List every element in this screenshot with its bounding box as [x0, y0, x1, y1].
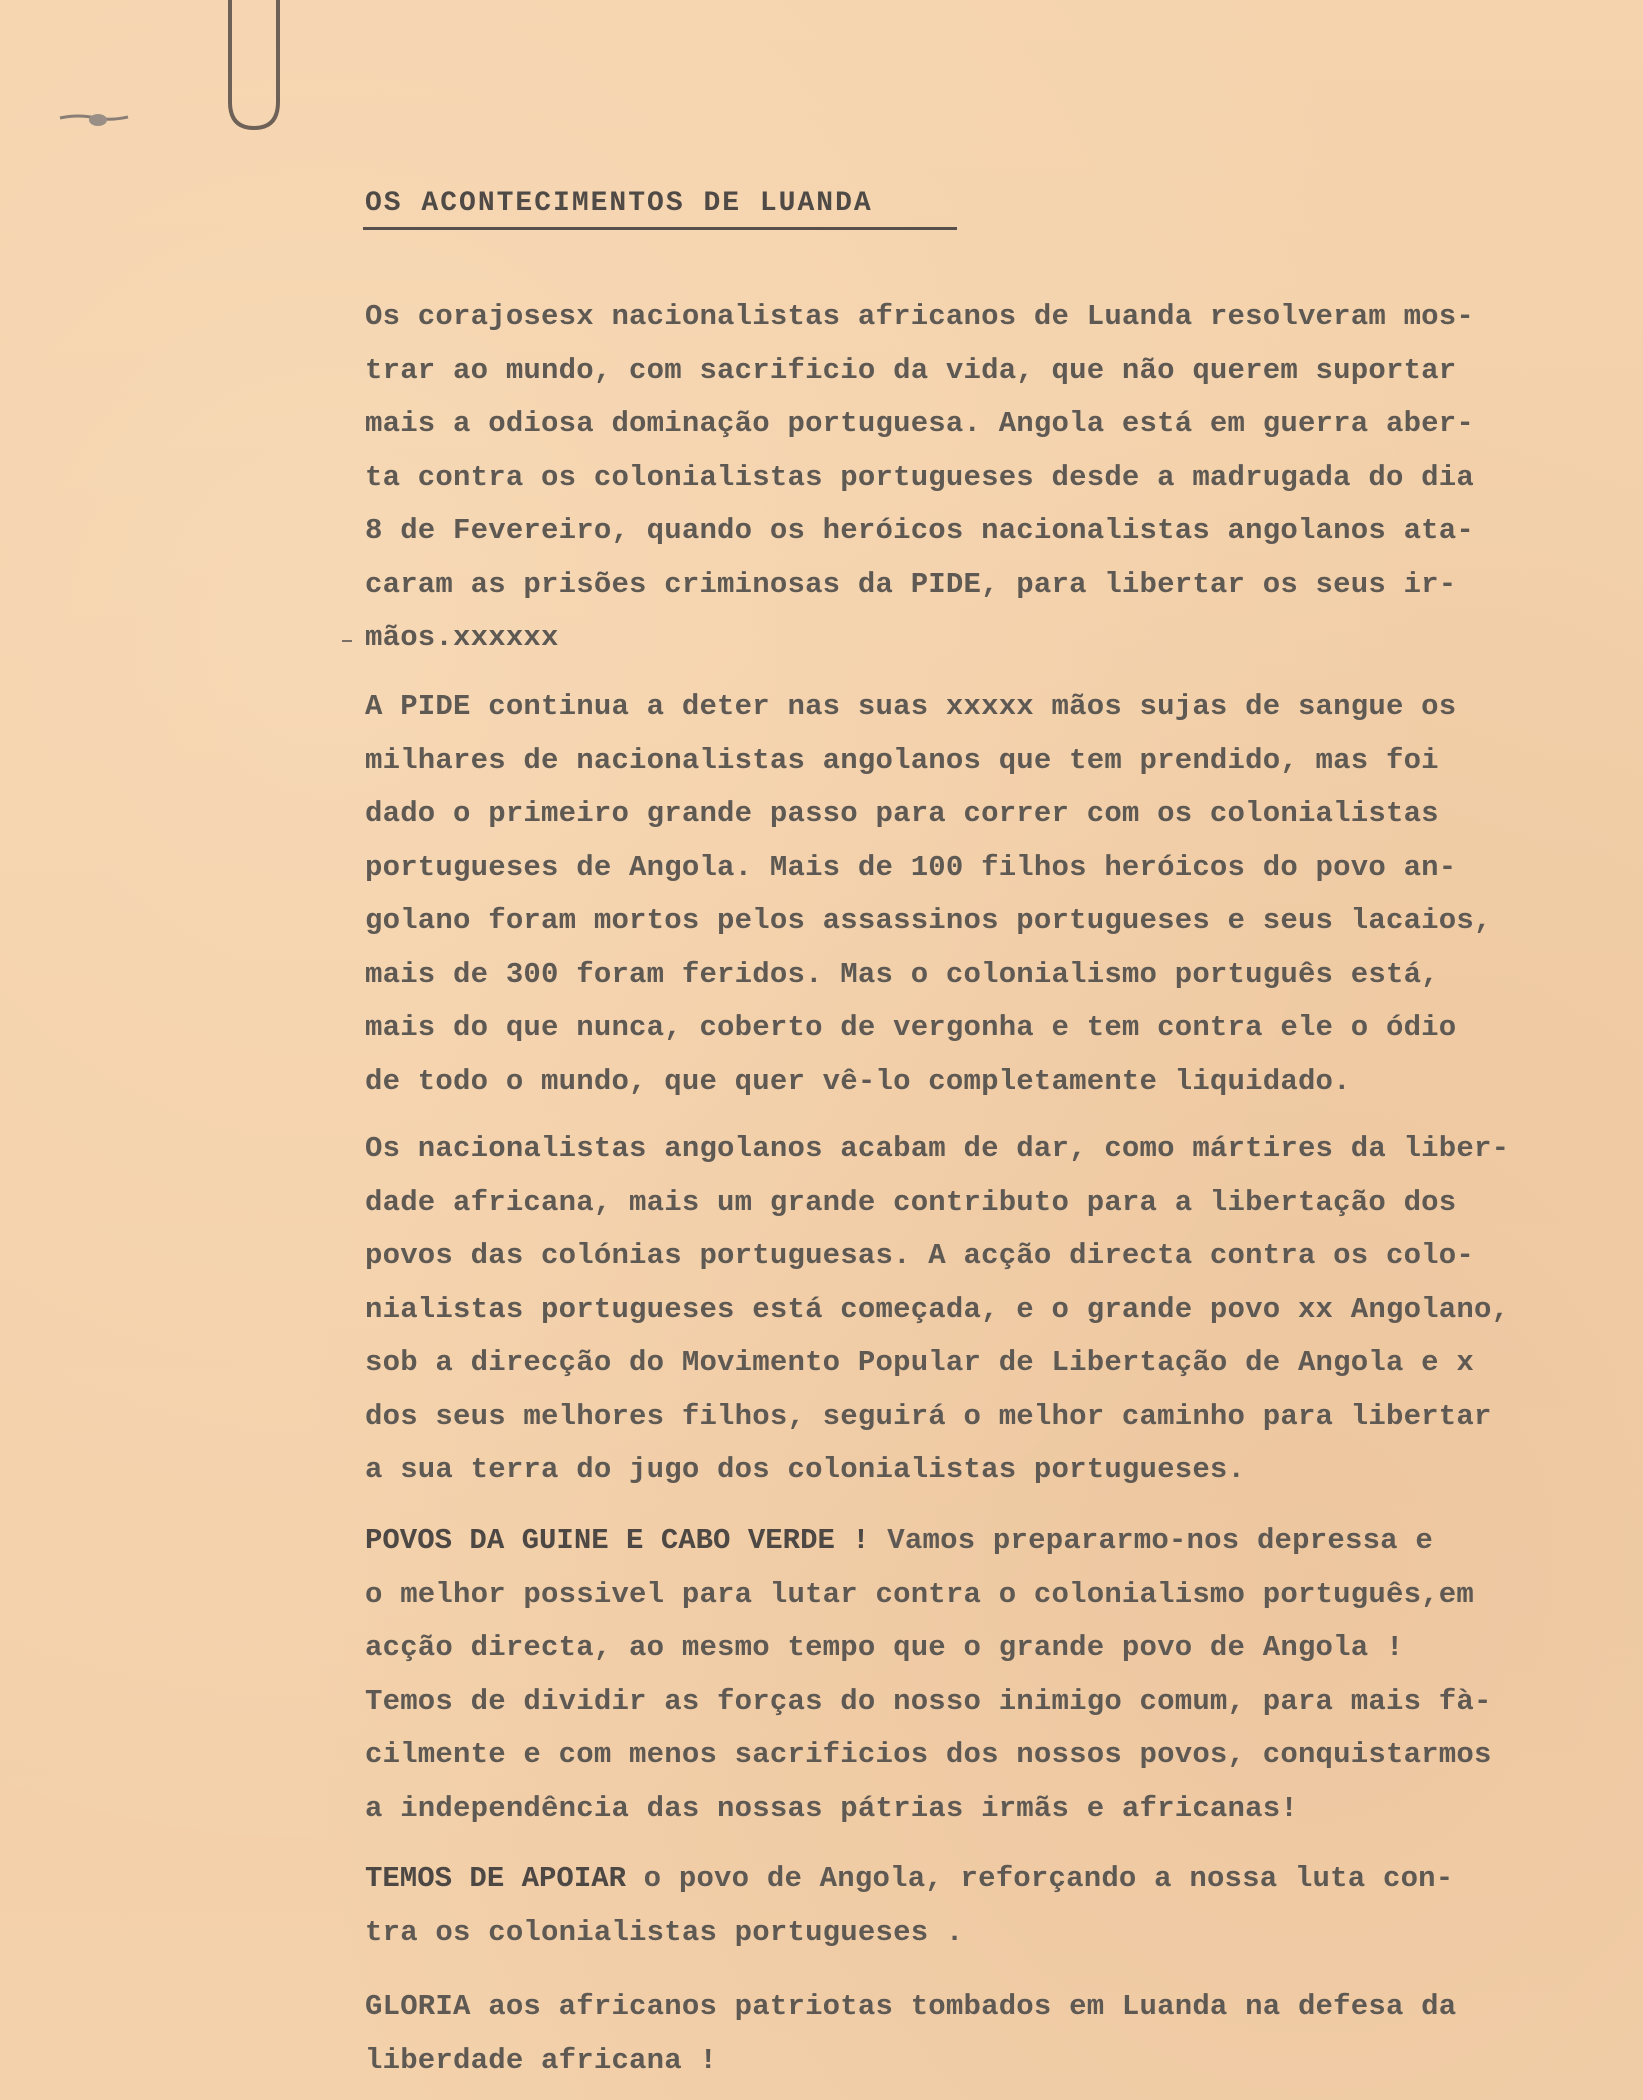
text-line: Temos de dividir as forças do nosso inimigo comum, para mais fà-	[365, 1684, 1492, 1718]
text-line: GLORIA aos africanos patriotas tombados em Luanda na defesa da	[365, 1990, 1457, 2023]
text-line: ta contra os colonialistas portugueses desde a madrugada do dia	[365, 460, 1474, 494]
paragraph-4	[365, 1514, 1620, 1835]
text-line: povos das colónias portuguesas. A acção directa contra os colo-	[365, 1239, 1474, 1272]
text-line: dade africana, mais um grande contributo para a libertação dos	[365, 1185, 1457, 1219]
text-line: a independência das nossas pátrias irmãs e africanas!	[365, 1791, 1298, 1825]
text-line: Os corajosesx nacionalistas africanos de Luanda resolveram mos-	[365, 300, 1474, 333]
text-line	[365, 1852, 1620, 1906]
text-line: a sua terra do jugo dos colonialistas portugueses.	[365, 1453, 1246, 1486]
text-line: trar ao mundo, com sacrificio da vida, que não querem suportar	[365, 353, 1457, 387]
paperclip-icon	[222, 0, 282, 140]
text-line: o melhor possivel para lutar contra o colonialismo português,em	[365, 1577, 1474, 1611]
text-line: acção directa, ao mesmo tempo que o grande povo de Angola !	[365, 1631, 1404, 1664]
paragraph-lead: TEMOS DE APOIAR	[365, 1862, 627, 1895]
text-line: milhares de nacionalistas angolanos que tem prendido, mas foi	[365, 743, 1439, 777]
text-line	[365, 1514, 1620, 1568]
paragraph-1	[365, 290, 1620, 665]
paragraph-2	[365, 680, 1620, 1108]
text-line: portugueses de Angola. Mais de 100 filhos heróicos do povo an-	[365, 850, 1457, 884]
text-line: Os nacionalistas angolanos acabam de dar, como mártires da liber-	[365, 1132, 1510, 1165]
text-line: dado o primeiro grande passo para correr com os colonialistas	[365, 797, 1439, 830]
page-title: OS ACONTECIMENTOS DE LUANDA	[365, 188, 873, 219]
text-line-rest: Vamos prepararmo-nos depressa e	[869, 1524, 1433, 1557]
paragraph-3	[365, 1122, 1620, 1497]
stray-ink-mark	[342, 640, 352, 642]
paragraph-6	[365, 1980, 1620, 2087]
text-line: dos seus melhores filhos, seguirá o melhor caminho para libertar	[365, 1399, 1492, 1433]
text-line: liberdade africana !	[365, 2043, 718, 2077]
text-line: nialistas portugueses está começada, e o grande povo xx Angolano,	[365, 1292, 1510, 1326]
text-line: mais de 300 foram feridos. Mas o colonialismo português está,	[365, 957, 1439, 991]
text-line: cilmente e com menos sacrificios dos nossos povos, conquistarmos	[365, 1738, 1492, 1771]
text-line: tra os colonialistas portugueses .	[365, 1915, 964, 1949]
text-line: caram as prisões criminosas da PIDE, para libertar os seus ir-	[365, 567, 1457, 601]
typewritten-page	[365, 0, 1625, 2100]
title-underline	[363, 227, 957, 230]
ink-mark-icon	[58, 106, 130, 130]
paragraph-5	[365, 1852, 1620, 1959]
text-line: A PIDE continua a deter nas suas xxxxx mãos sujas de sangue os	[365, 690, 1457, 723]
text-line: de todo o mundo, que quer vê-lo completamente liquidado.	[365, 1064, 1351, 1098]
paragraph-lead: POVOS DA GUINE E CABO VERDE !	[365, 1524, 870, 1557]
text-line: mãos.xxxxxx	[365, 621, 559, 654]
text-line-rest: o povo de Angola, reforçando a nossa luta con-	[626, 1862, 1454, 1895]
text-line: golano foram mortos pelos assassinos portugueses e seus lacaios,	[365, 904, 1492, 937]
text-line: mais do que nunca, coberto de vergonha e tem contra ele o ódio	[365, 1011, 1457, 1044]
text-line: 8 de Fevereiro, quando os heróicos nacionalistas angolanos ata-	[365, 514, 1474, 547]
text-line: sob a direcção do Movimento Popular de Libertação de Angola e x	[365, 1346, 1474, 1379]
text-line: mais a odiosa dominação portuguesa. Angola está em guerra aber-	[365, 407, 1474, 440]
